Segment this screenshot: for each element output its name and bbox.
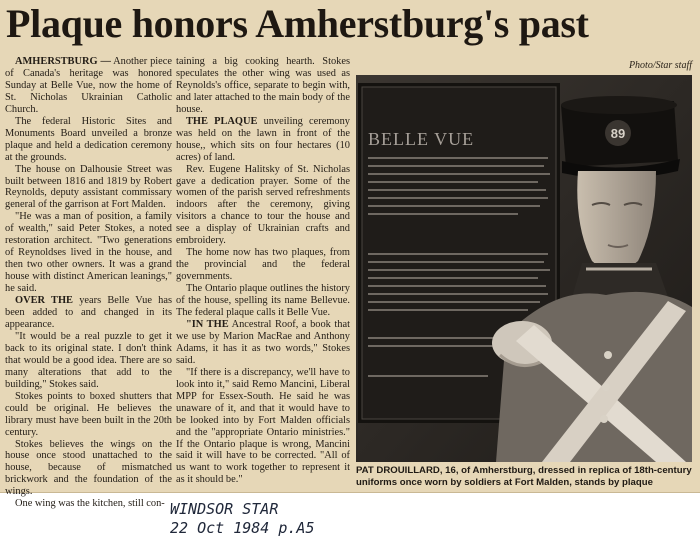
article-paragraph [176, 164, 350, 248]
paragraph-text: Another piece of Canada's heritage was honored Sunday at Belle Vue, now the home of St. Nicholas Ukrainian Catholic Church. [5, 56, 173, 115]
article-paragraph [5, 331, 172, 391]
paragraph-text: years Belle Vue has been added to and changed in its appearance. [5, 295, 172, 330]
paragraph-text: The Ontario plaque outlines the history of the house, spelling its name Bellevue. The federal plaque calls it Belle Vue. [176, 283, 350, 319]
article-paragraph [176, 283, 350, 319]
article-paragraph [176, 247, 350, 283]
article-paragraph [5, 439, 172, 499]
paragraph-text: The house on Dalhousie Street was built between 1816 and 1819 by Robert Reynolds, deputy assistant commissary general of the garrison at Fort Malden. [5, 163, 172, 211]
paragraph-text: Stokes points to boxed shutters that could be original. He believes the library must have been built in the 20th century. [5, 390, 172, 438]
paragraph-text: "If there is a discrepancy, we'll have to look into it," said Remo Mancini, Liberal MPP for Essex-South. He said he was unaware of it, and that it would have to be looked into by Fort Malden officials and the "appropriate Ontario ministries." If the Ontario plaque is wrong, Mancini said it will have to be corrected. "All of us want to work together to represent it as it should be." [176, 366, 350, 486]
photo-credit: Photo/Star staff [628, 60, 692, 71]
paragraph-text: Stokes believes the wings on the house once stood unattached to the house, because of mismatched brickwork and the foundation of the wings. [5, 438, 172, 498]
paragraph-text: taining a big cooking hearth. Stokes speculates the other wing was used as Reynolds's office, separate to begin with, and later attached to the main body of the house. [176, 56, 350, 115]
article-paragraph [5, 56, 172, 116]
plaque-title: BELLE VUE [368, 129, 475, 149]
paragraph-text: "He was a man of position, a family of wealth," said Peter Stokes, a noted restoration architect. "Two generations of Reynoldses lived in the house, and then two other owners. It was a grand house with distinct American leanings," he said. [5, 211, 172, 295]
handwritten-line-1: WINDSOR STAR [170, 500, 279, 518]
article-paragraph [176, 367, 350, 487]
paragraph-lead-in: THE PLAQUE [186, 115, 258, 127]
article-paragraph [5, 295, 172, 331]
handwritten-source-note [170, 500, 390, 538]
article-paragraph [176, 116, 350, 164]
paragraph-text: Rev. Eugene Halitsky of St. Nicholas gave a dedication prayer. Some of the women of the parish served refreshments indoors after the ceremony, giving visitors a chance to tour the house and see a display of Ukrainian crafts and embroidery. [176, 163, 350, 247]
handwritten-line-2: 22 Oct 1984 p.A5 [170, 519, 315, 537]
paragraph-text: The home now has two plaques, from the provincial and the federal governments. [176, 247, 350, 283]
paragraph-text: Ancestral Roof, a book that we use by Marion MacRae and Anthony Adams, it has it as two words," Stokes said. [176, 318, 350, 366]
article-paragraph [176, 56, 350, 116]
article-paragraph [5, 164, 172, 212]
article-paragraph [176, 319, 350, 367]
paragraph-text: "It would be a real puzzle to get it back to its original state. I don't think that would be a good idea. There are so many alterations that add to the building," Stokes said. [5, 330, 172, 390]
article-paragraph [5, 211, 172, 295]
photo-illustration [356, 75, 692, 462]
paragraph-lead-in: AMHERSTBURG — [15, 56, 111, 67]
article-paragraph [5, 498, 172, 510]
article-column-2 [176, 56, 350, 486]
article-column-1 [5, 56, 172, 510]
paragraph-lead-in: "IN THE [186, 318, 229, 330]
photo-caption: PAT DROUILLARD, 16, of Amherstburg, dressed in replica of 18th-century uniforms once worn by soldiers at Fort Malden, stands by plaque [356, 465, 692, 488]
paragraph-text: The federal Historic Sites and Monuments Board unveiled a bronze plaque and held a dedication ceremony at the grounds. [5, 115, 172, 163]
photo-soldier-by-plaque [356, 75, 692, 462]
article-paragraph [5, 391, 172, 439]
article-paragraph [5, 116, 172, 164]
headline: Plaque honors Amherstburg's past [6, 1, 589, 46]
paragraph-text: unveiling ceremony was held on the lawn in front of the house,, which sits on four hectares (10 acres) of land. [176, 115, 350, 163]
hat-badge-number: 89 [610, 126, 626, 141]
paragraph-lead-in: OVER THE [15, 295, 73, 307]
paragraph-text: One wing was the kitchen, still con- [15, 498, 165, 510]
